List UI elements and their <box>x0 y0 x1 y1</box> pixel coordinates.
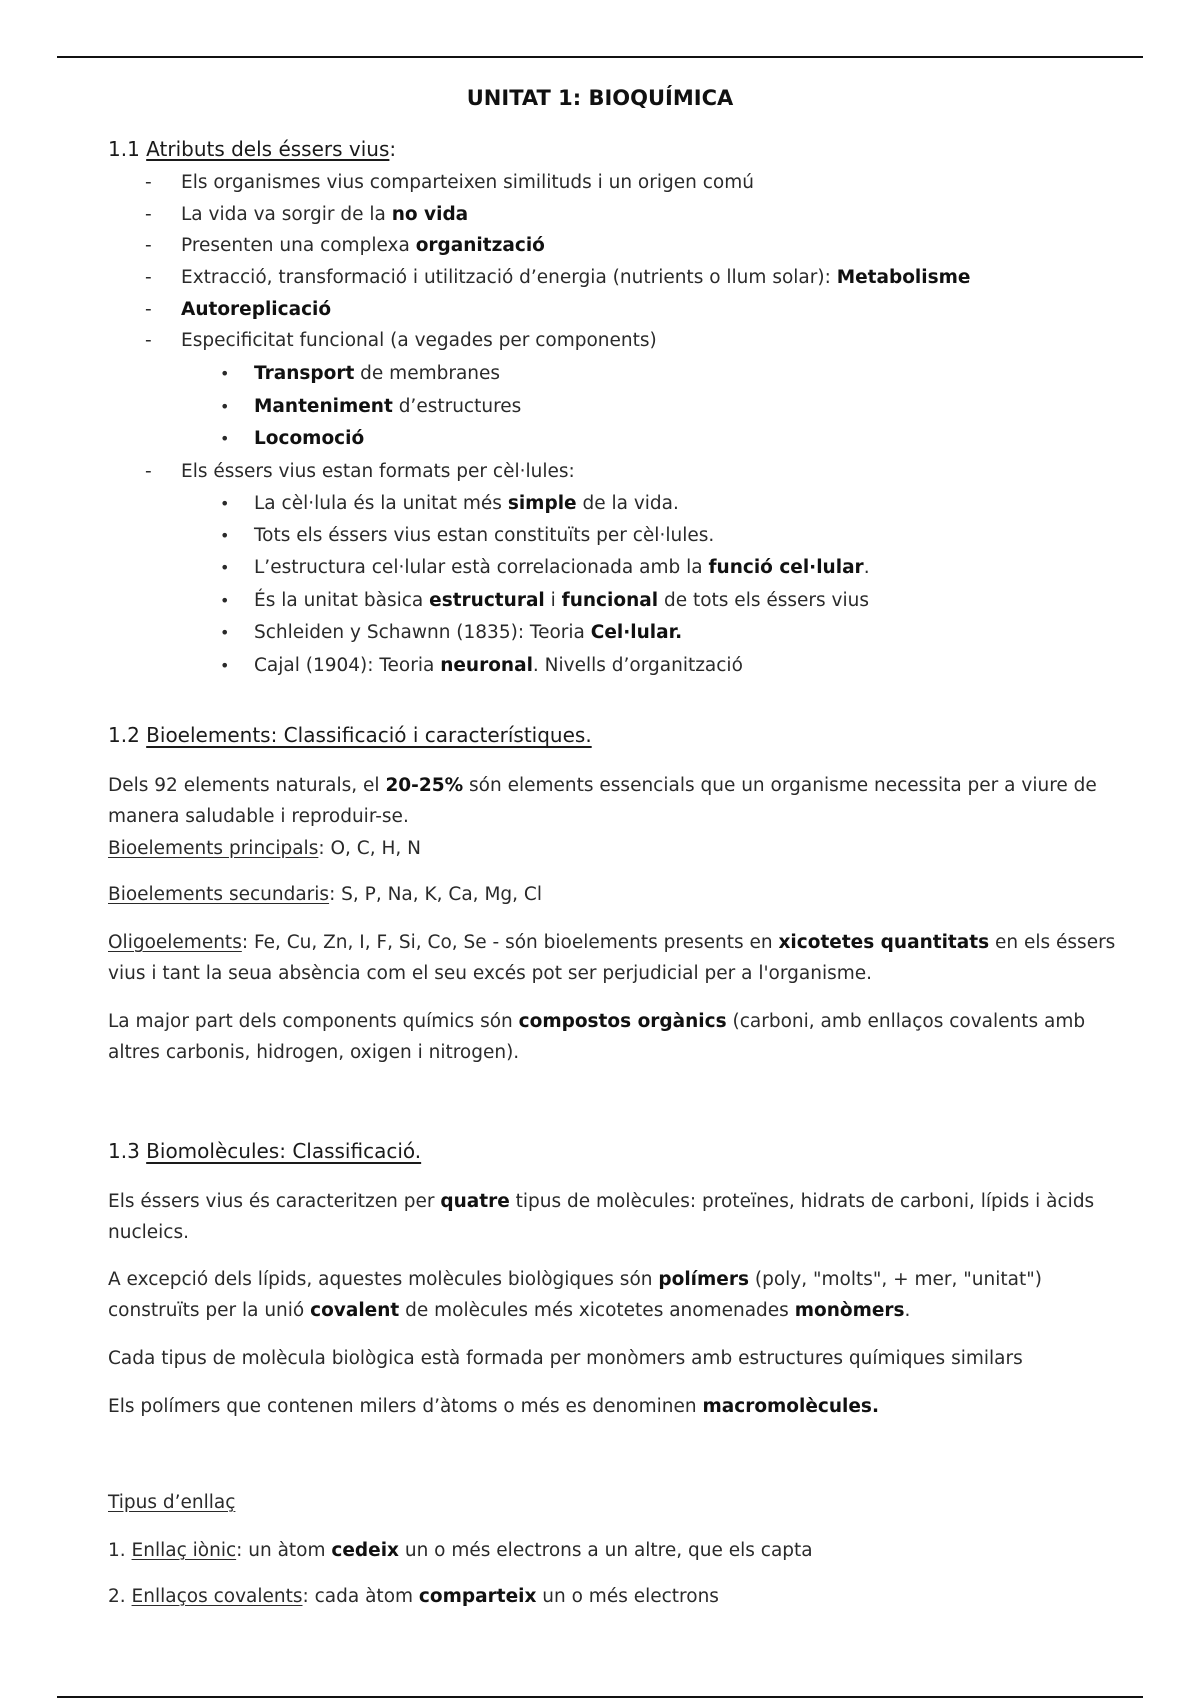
section-number: 1.2 <box>108 723 140 747</box>
paragraph: Cada tipus de molècula biològica està formada per monòmers amb estructures químiques similars <box>108 1348 1023 1369</box>
sub-list-item: • Locomoció <box>220 428 365 449</box>
page-title: UNITAT 1: BIOQUÍMICA <box>466 86 734 110</box>
paragraph: La major part dels components químics són compostos orgànics (carboni, amb enllaços covalents amb altres carbonis, hidrogen, oxigen i nitrogen). <box>108 1011 1086 1063</box>
bond-types-heading: Tipus d’enllaç <box>108 1492 236 1513</box>
sub-list-item: • L’estructura cel·lular està correlacionada amb la funció cel·lular. <box>220 557 870 578</box>
sub-list-item: • Tots els éssers vius estan constituïts per cèl·lules. <box>220 525 715 546</box>
paragraph: A excepció dels lípids, aquestes molècules biològiques són polímers (poly, "molts", + mer, "unitat") construïts per la unió covalent de molècules més xicotetes anomenades monòmers. <box>108 1269 1042 1321</box>
sub-list-item: • Cajal (1904): Teoria neuronal. Nivells d’organització <box>220 655 743 676</box>
paragraph: Els éssers vius és caracteritzen per quatre tipus de molècules: proteïnes, hidrats de carboni, lípids i àcids nucleics. <box>108 1191 1095 1243</box>
sub-list-item: • És la unitat bàsica estructural i funcional de tots els éssers vius <box>220 590 869 611</box>
section-1-heading: 1.1 Atributs dels éssers vius: <box>108 137 397 161</box>
section-2-heading <box>108 723 592 747</box>
section-3-heading <box>108 1139 421 1163</box>
bottom-rule <box>57 1696 1143 1698</box>
sub-list-item: • Manteniment d’estructures <box>220 396 522 417</box>
paragraph: Els polímers que contenen milers d’àtoms o més es denominen macromolècules. <box>108 1396 879 1417</box>
sub-list-item: • La cèl·lula és la unitat més simple de la vida. <box>220 493 679 514</box>
paragraph: Oligoelements: Fe, Cu, Zn, I, F, Si, Co, Se - són bioelements presents en xicotetes quantitats en els éssers vius i tant la seua absència com el seu excés pot ser perjudicial per a l'organisme. <box>108 932 1116 984</box>
paragraph: Bioelements principals: O, C, H, N <box>108 838 421 859</box>
sub-list-item: • Transport de membranes <box>220 363 501 384</box>
sub-list-item: • Schleiden y Schawnn (1835): Teoria Cel·lular. <box>220 622 683 643</box>
bond-item: 2. Enllaços covalents: cada àtom comparteix un o més electrons <box>108 1586 719 1607</box>
bond-item: 1. Enllaç iònic: un àtom cedeix un o més electrons a un altre, que els capta <box>108 1540 813 1561</box>
list-item: - Els organismes vius comparteixen similituds i un origen comú <box>145 172 754 193</box>
list-item: - Especificitat funcional (a vegades per components) <box>145 330 657 351</box>
section-title: Atributs dels éssers vius <box>146 137 390 161</box>
paragraph: Dels 92 elements naturals, el 20-25% són elements essencials que un organisme necessita per a viure de manera saludable i reproduir-se. <box>108 775 1097 827</box>
section-number: 1.1 <box>108 137 140 161</box>
section-title: Bioelements: Classificació i característiques. <box>146 723 592 747</box>
section-title: Biomolècules: Classificació. <box>146 1139 422 1163</box>
section-number: 1.3 <box>108 1139 140 1163</box>
list-item: - La vida va sorgir de la no vida <box>145 204 469 225</box>
paragraph: Bioelements secundaris: S, P, Na, K, Ca, Mg, Cl <box>108 884 542 905</box>
list-item: - Extracció, transformació i utilització d’energia (nutrients o llum solar): Metabolisme <box>145 267 971 288</box>
list-item: - Autoreplicació <box>145 299 332 320</box>
list-item: - Presenten una complexa organització <box>145 235 545 256</box>
list-item: - Els éssers vius estan formats per cèl·lules: <box>145 461 575 482</box>
top-rule <box>57 56 1143 58</box>
